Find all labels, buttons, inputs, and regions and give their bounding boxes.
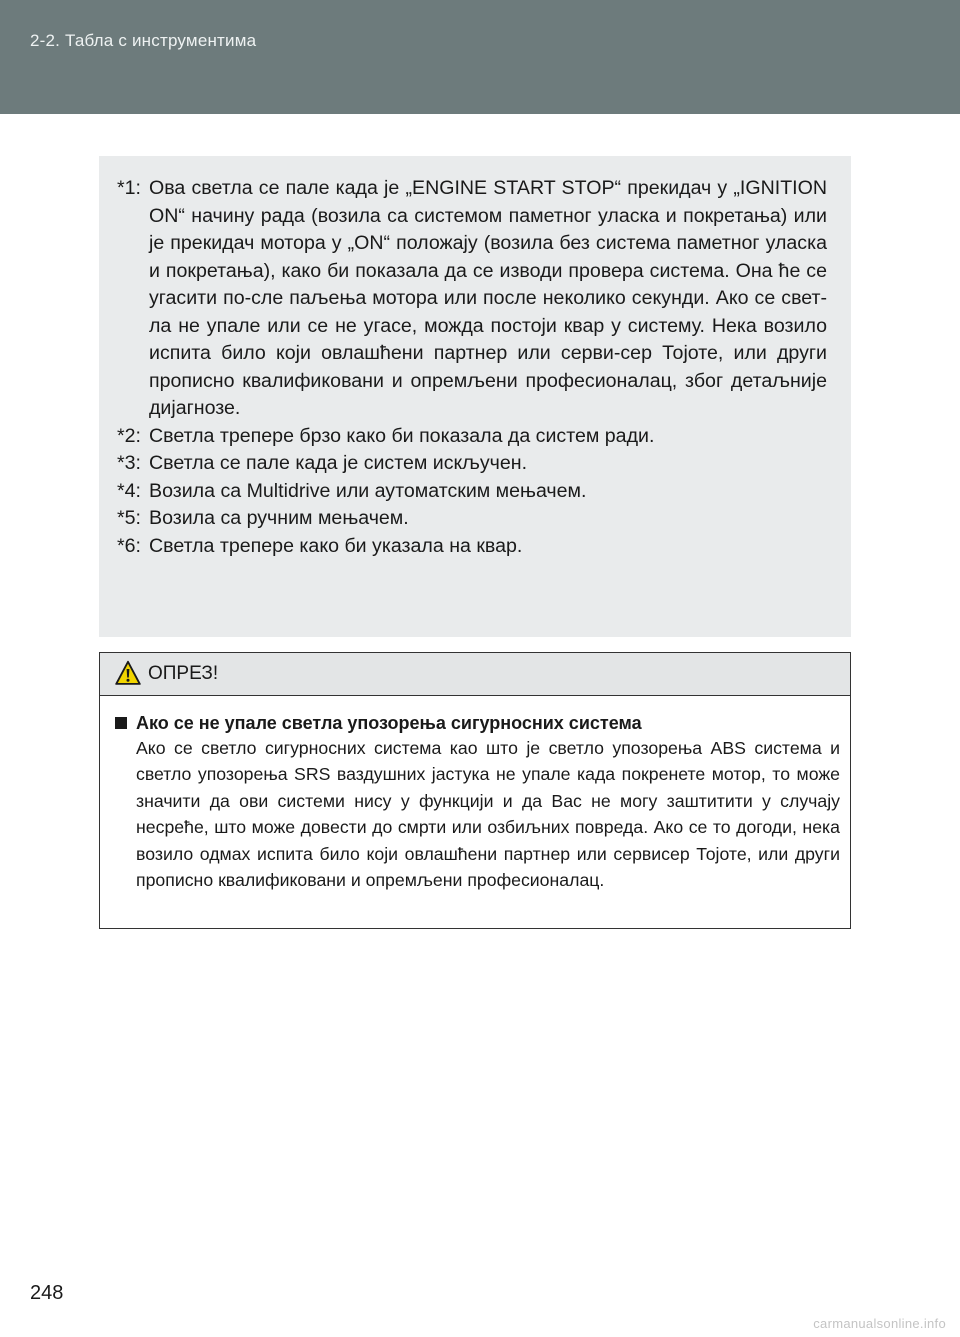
caution-body [100, 696, 850, 893]
footnote-text: Светла трепере брзо како би показала да систем ради. [149, 424, 655, 447]
footnote-item [117, 450, 827, 478]
footnote-text: Возила са ручним мењачем. [149, 507, 409, 529]
caution-heading-row [115, 711, 840, 735]
footnote-item [117, 533, 827, 561]
footnote-item [117, 423, 827, 451]
footnote-item [117, 505, 827, 533]
caution-heading: Ако се не упале светла упозорења сигурносних система [136, 713, 642, 733]
caution-title: ОПРЕЗ! [148, 663, 219, 684]
caution-box [99, 652, 851, 929]
caution-header [100, 653, 850, 696]
footnote-text: Возила са Multidrive или аутоматским мењачем. [149, 479, 587, 502]
footnote-text: Светла трепере како би указала на квар. [149, 534, 523, 557]
caution-text: Ако се светло сигурносних система као што је светло упозорења ABS система и светло упозорења SRS ваздушних јастука не упале када покренете мотор, то може значити да ови системи нису у функцији и да Вас не могу заштитити у случају несреће, што може довести до смрти или озбиљних повреда. Ако се то догоди, нека возило одмах испита било који овлашћени партнер или сервисер Тојоте, или други прописно квалификовани и опремљени професионалац. [136, 738, 840, 891]
footnote-item [117, 175, 827, 423]
footnote-marker: *2: [117, 424, 141, 447]
footnote-marker: *4: [117, 479, 141, 502]
footnote-marker: *6: [117, 534, 141, 557]
warning-triangle-icon [115, 660, 141, 686]
header-band [0, 0, 960, 114]
square-bullet-icon [115, 717, 127, 729]
section-title: 2-2. Табла с инструментима [30, 31, 257, 50]
footnote-marker: *3: [117, 452, 141, 474]
footnote-marker: *1: [117, 177, 141, 199]
footnote-marker: *5: [117, 507, 141, 529]
footnote-item [117, 478, 827, 506]
footnote-text: Ова светла се пале када је „ENGINE START STOP“ прекидач у „IGNITION ON“ начину рада (возила са системом паметног уласка и покретања) или је прекидач мотора у „ON“ положају (возила без система паметног уласка и покретања), како би показала да се изводи провера система. Она ће се угасити по-сле паљења мотора или после неколико секунди. Ако се свет-ла не упале или се не угасе, можда постоји квар у систему. Нека возило испита било који овлашћени партнер или серви-сер Тојоте, или други прописно квалификовани и опремљени професионалац, због детаљније дијагнозе. [149, 177, 827, 419]
page-number: 248 [30, 1282, 64, 1304]
footnote-text: Светла се пале када је систем искључен. [149, 452, 528, 474]
footnotes-box [99, 156, 851, 637]
watermark-text: carmanualsonline.info [813, 1316, 946, 1331]
